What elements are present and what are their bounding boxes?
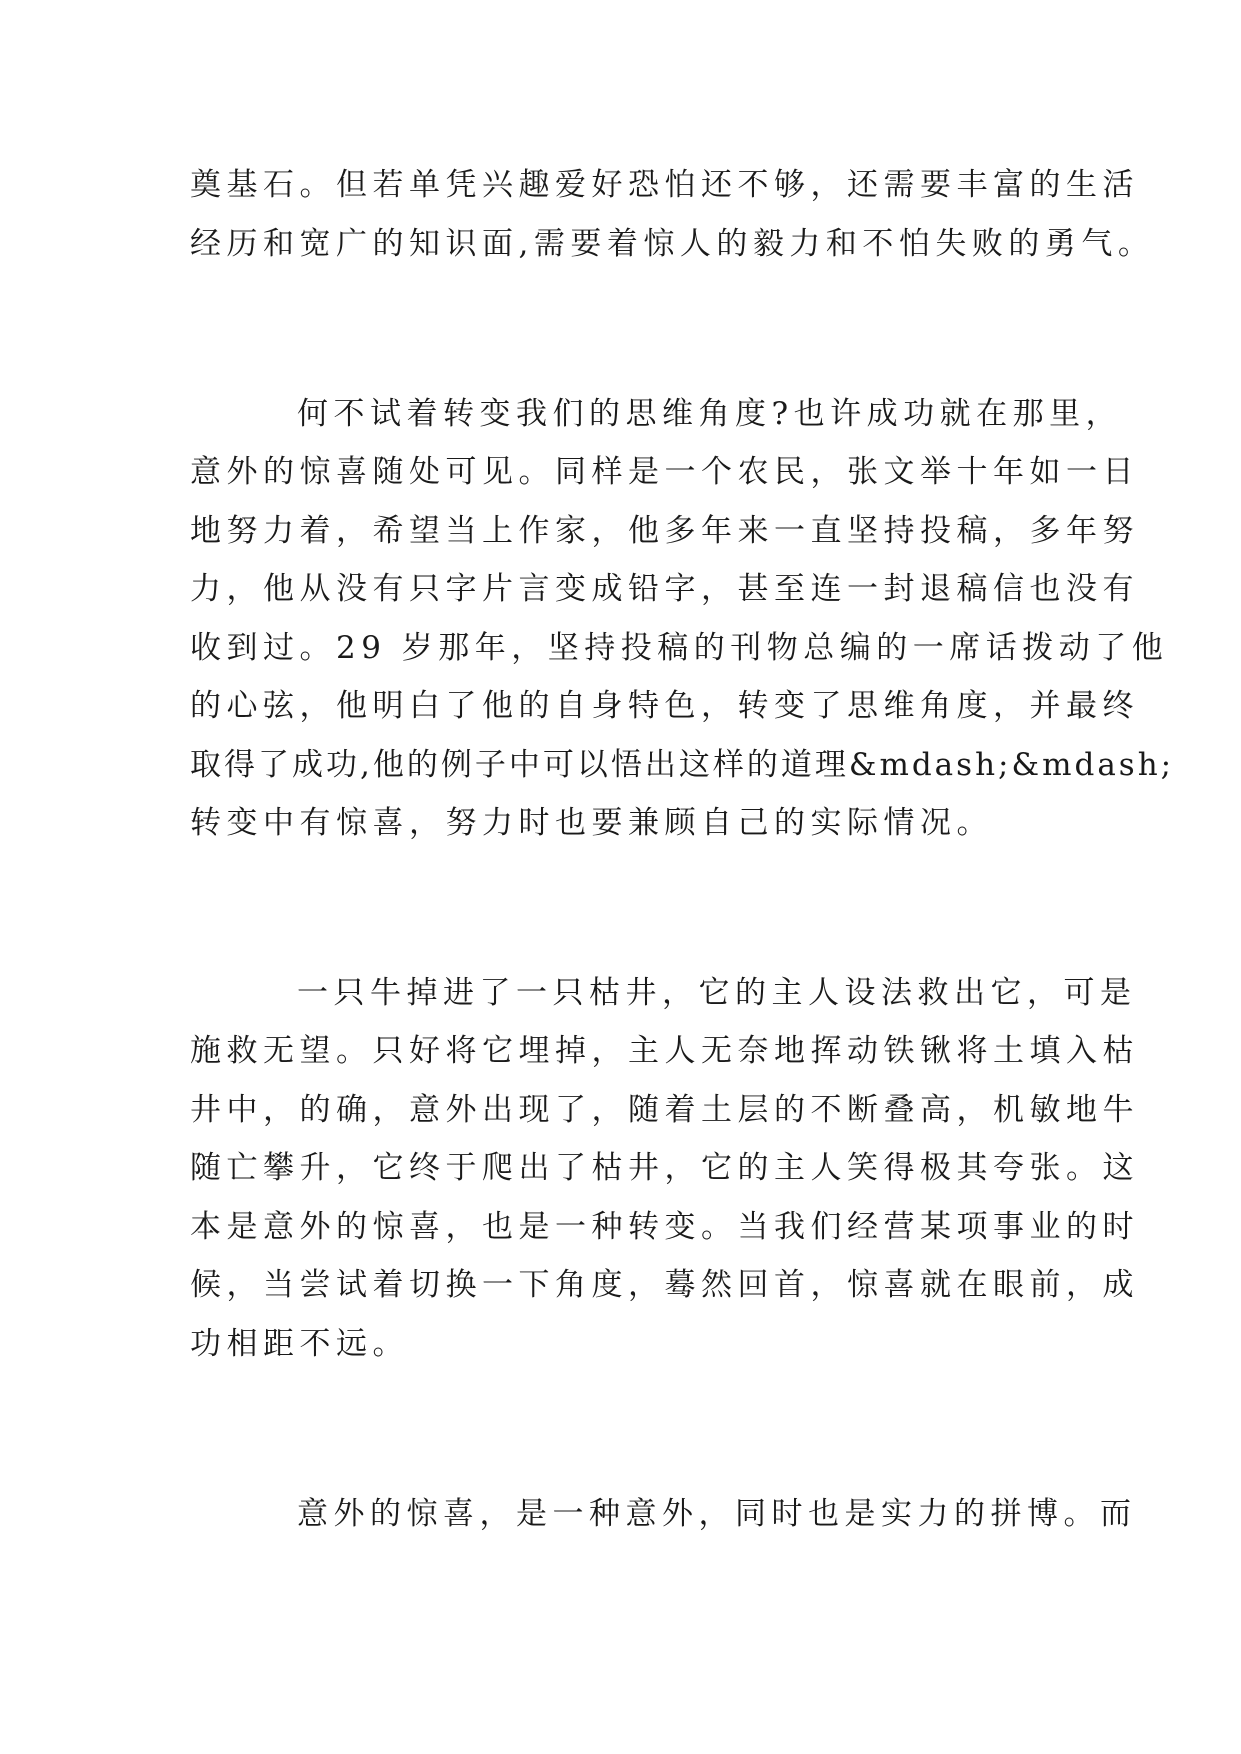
paragraph-2-line-4: 力，他从没有只字片言变成铅字，甚至连一封退稿信也没有 [190,571,1139,607]
paragraph-2-line-7: 取得了成功,他的例子中可以悟出这样的道理&mdash;&mdash; [190,747,1175,783]
paragraph-2-line-5: 收到过。29 岁那年，坚持投稿的刊物总编的一席话拨动了他 [190,630,1169,666]
paragraph-3-line-3: 井中，的确，意外出现了，随着土层的不断叠高，机敏地牛 [190,1092,1139,1128]
paragraph-2-line-8: 转变中有惊喜，努力时也要兼顾自己的实际情况。 [190,805,993,841]
paragraph-3-line-6: 候，当尝试着切换一下角度，蓦然回首，惊喜就在眼前，成 [190,1267,1139,1303]
paragraph-3-line-1: 一只牛掉进了一只枯井，它的主人设法救出它，可是 [297,975,1137,1011]
paragraph-4-line-1: 意外的惊喜，是一种意外，同时也是实力的拼博。而 [297,1496,1137,1532]
paragraph-2-line-1: 何不试着转变我们的思维角度?也许成功就在那里， [297,396,1123,432]
paragraph-3-line-4: 随亡攀升，它终于爬出了枯井，它的主人笑得极其夸张。这 [190,1150,1139,1186]
paragraph-2-line-2: 意外的惊喜随处可见。同样是一个农民，张文举十年如一日 [190,454,1139,490]
paragraph-1-line-2: 经历和宽广的知识面,需要着惊人的毅力和不怕失败的勇气。 [190,226,1155,262]
paragraph-3-line-7: 功相距不远。 [190,1326,409,1362]
paragraph-3-line-5: 本是意外的惊喜，也是一种转变。当我们经营某项事业的时 [190,1209,1139,1245]
paragraph-2-line-6: 的心弦，他明白了他的自身特色，转变了思维角度，并最终 [190,688,1139,724]
paragraph-3-line-2: 施救无望。只好将它埋掉，主人无奈地挥动铁锹将土填入枯 [190,1033,1139,1069]
paragraph-2-line-3: 地努力着，希望当上作家，他多年来一直坚持投稿，多年努 [190,513,1139,549]
paragraph-1-line-1: 奠基石。但若单凭兴趣爱好恐怕还不够，还需要丰富的生活 [190,167,1139,203]
